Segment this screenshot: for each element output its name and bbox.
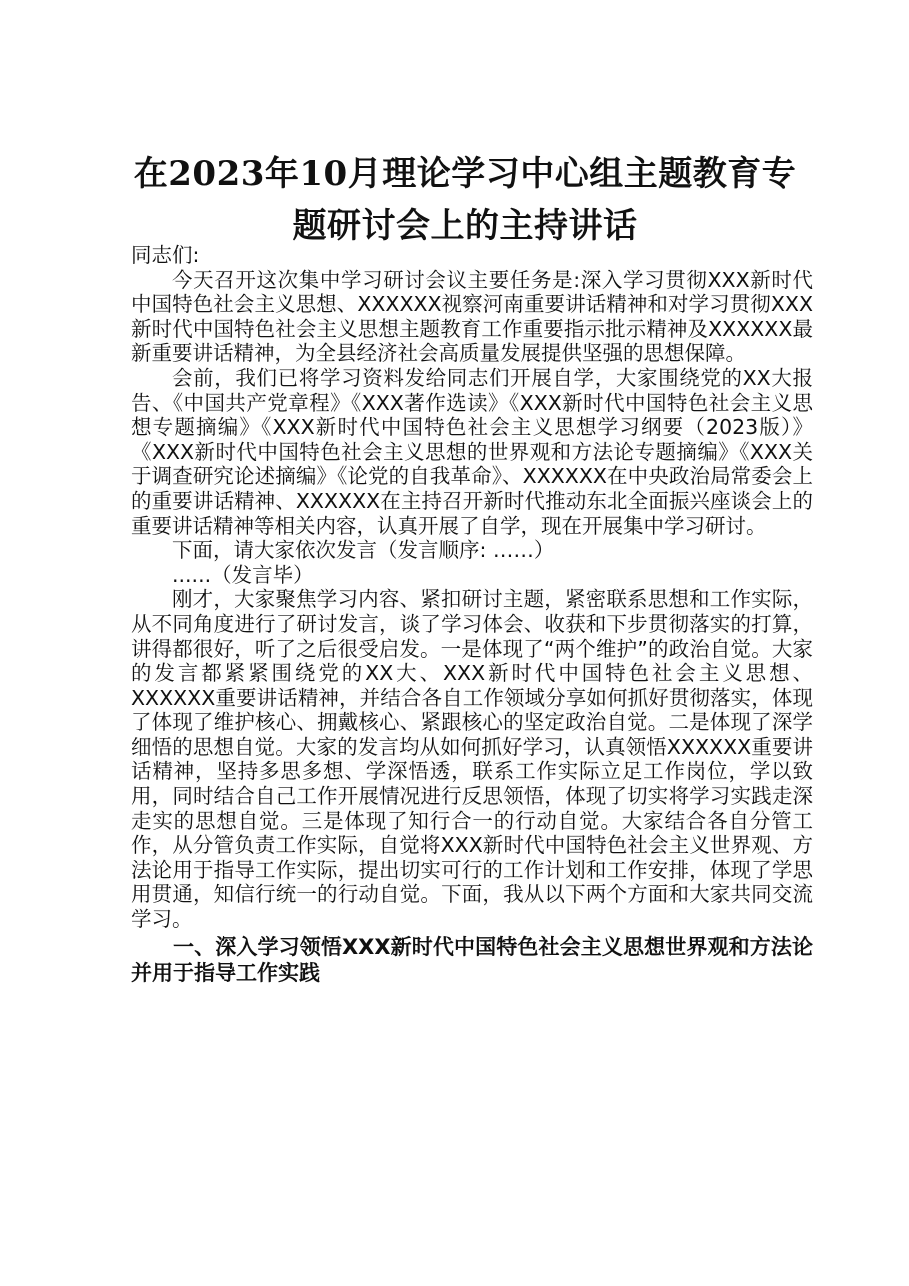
paragraph-summary: 刚才，大家聚焦学习内容、紧扣研讨主题，紧密联系思想和工作实际，从不同角度进行了研讨发言，谈了学习体会、收获和下步贯彻落实的打算，讲得都很好，听了之后很受启发。一是体现了“两个维护”的政治自觉。大家的发言都紧紧围绕党的XX大、XXX新时代中国特色社会主义思想、XXXXXX重要讲话精神，并结合各自工作领域分享如何抓好贯彻落实，体现了体现了维护核心、拥戴核心、紧跟核心的坚定政治自觉。二是体现了深学细悟的思想自觉。大家的发言均从如何抓好学习，认真领悟XXXXXX重要讲话精神，坚持多思多想、学深悟透，联系工作实际立足工作岗位，学以致用，同时结合自己工作开展情况进行反思领悟，体现了切实将学习实践走深走实的思想自觉。三是体现了知行合一的行动自觉。大家结合各自分管工作，从分管负责工作实际，自觉将XXX新时代中国特色社会主义世界观、方法论用于指导工作实际，提出切实可行的工作计划和工作安排，体现了学思用贯通，知信行统一的行动自觉。下面，我从以下两个方面和大家共同交流学习。 [131,587,813,932]
salutation: 同志们: [131,243,200,267]
paragraph-speaking-order: 下面，请大家依次发言（发言顺序: ……） [172,538,555,563]
document-body [131,243,813,986]
section-heading: 一、深入学习领悟XXX新时代中国特色社会主义思想世界观和方法论并用于指导工作实践 [131,934,813,985]
document-title: 在2023年10月理论学习中心组主题教育专题研讨会上的主持讲话 [133,154,797,246]
paragraph-pre-meeting-study: 会前，我们已将学习资料发给同志们开展自学，大家围绕党的XX大报告、《中国共产党章程》《XXX著作选读》《XXX新时代中国特色社会主义思想专题摘编》《XXX新时代中国特色社会主义思想学习纲要（2023版）》《XXX新时代中国特色社会主义思想的世界观和方法论专题摘编》《XXX关于调查研究论述摘编》《论党的自我革命》、XXXXXX在中央政治局常委会上的重要讲话精神、XXXXXX在主持召开新时代推动东北全面振兴座谈会上的重要讲话精神等相关内容，认真开展了自学，现在开展集中学习研讨。 [131,365,813,538]
paragraph-meeting-purpose: 今天召开这次集中学习研讨会议主要任务是:深入学习贯彻XXX新时代中国特色社会主义思想、XXXXXX视察河南重要讲话精神和对学习贯彻XXX新时代中国特色社会主义思想主题教育工作重要指示批示精神及XXXXXX最新重要讲话精神，为全县经济社会高质量发展提供坚强的思想保障。 [131,267,813,366]
paragraph-speeches-end: ......（发言毕） [172,562,314,587]
